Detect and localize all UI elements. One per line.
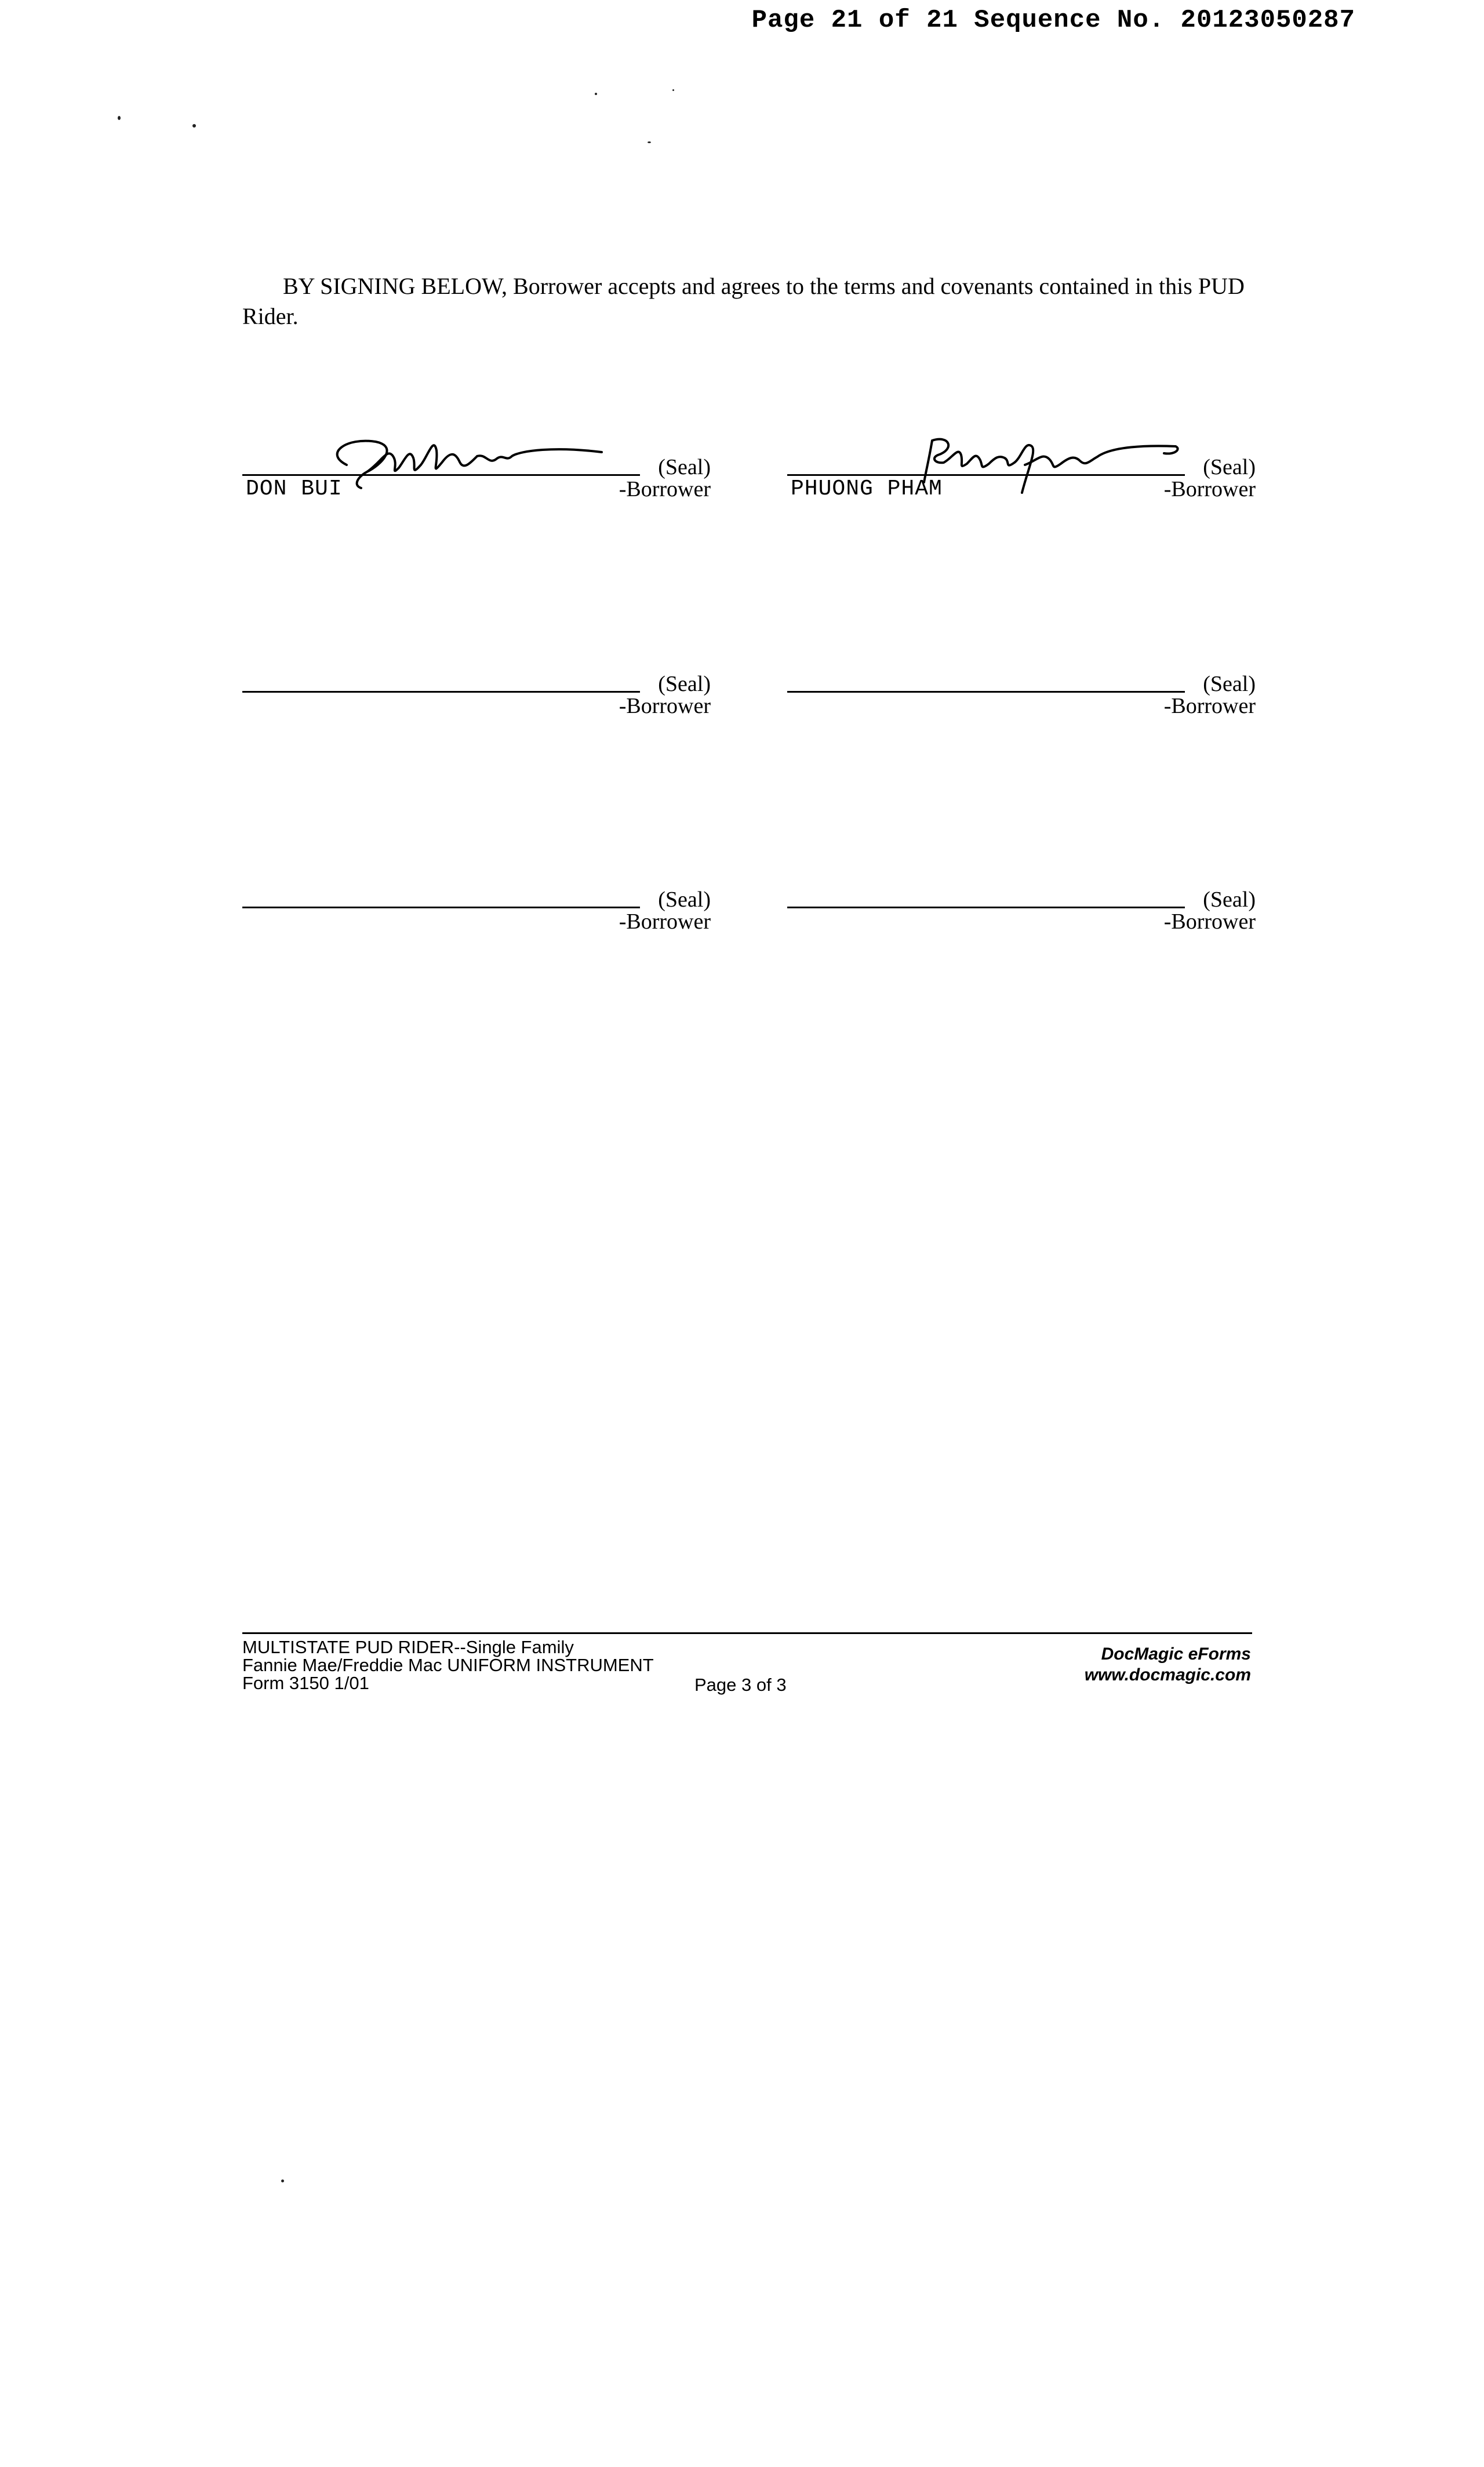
scan-speck [672, 89, 674, 91]
form-identification [242, 1638, 654, 1692]
signature-block-blank [242, 653, 711, 716]
sequence-stamp: Page 21 of 21 Sequence No. 20123050287 [751, 6, 1355, 35]
handwritten-signature [312, 430, 613, 494]
borrower-label: -Borrower [619, 909, 711, 934]
signature-block-blank [242, 868, 711, 932]
borrower-label: -Borrower [1163, 909, 1256, 934]
signature-block-don-bui [242, 436, 711, 500]
brand-website: www.docmagic.com [1084, 1665, 1251, 1684]
borrower-label: -Borrower [1163, 477, 1256, 501]
footer-rule [242, 1632, 1252, 1634]
seal-label: (Seal) [1203, 887, 1256, 912]
seal-label: (Seal) [658, 455, 711, 479]
borrower-label: -Borrower [619, 477, 711, 501]
seal-label: (Seal) [1203, 672, 1256, 696]
handwritten-signature [903, 429, 1193, 504]
signer-name: PHUONG PHAM [791, 476, 943, 501]
scan-speck [118, 116, 121, 120]
signature-line [787, 907, 1185, 908]
signature-line [787, 691, 1185, 693]
scan-speck [648, 141, 651, 143]
scan-speck [595, 93, 597, 95]
signature-line [242, 691, 640, 693]
brand-name: DocMagic eForms [1101, 1644, 1251, 1664]
signing-statement: BY SIGNING BELOW, Borrower accepts and agrees to the terms and covenants contained in this PUD Rider. [242, 273, 1245, 329]
form-title: MULTISTATE PUD RIDER--Single Family [242, 1637, 574, 1657]
scan-speck [192, 124, 196, 128]
docmagic-logo [1077, 1644, 1251, 1686]
seal-label: (Seal) [658, 887, 711, 912]
seal-label: (Seal) [658, 672, 711, 696]
form-instrument: Fannie Mae/Freddie Mac UNIFORM INSTRUMENT [242, 1655, 654, 1675]
borrower-label: -Borrower [619, 694, 711, 718]
page-number: Page 3 of 3 [694, 1675, 787, 1695]
signature-block-blank [787, 868, 1256, 932]
scan-speck [281, 2179, 284, 2182]
signature-block-blank [787, 653, 1256, 716]
borrower-label: -Borrower [1163, 694, 1256, 718]
form-number: Form 3150 1/01 [242, 1673, 369, 1693]
signature-line [242, 907, 640, 908]
seal-label: (Seal) [1203, 455, 1256, 479]
signature-block-phuong-pham [787, 436, 1256, 500]
signer-name: DON BUI [246, 476, 343, 501]
